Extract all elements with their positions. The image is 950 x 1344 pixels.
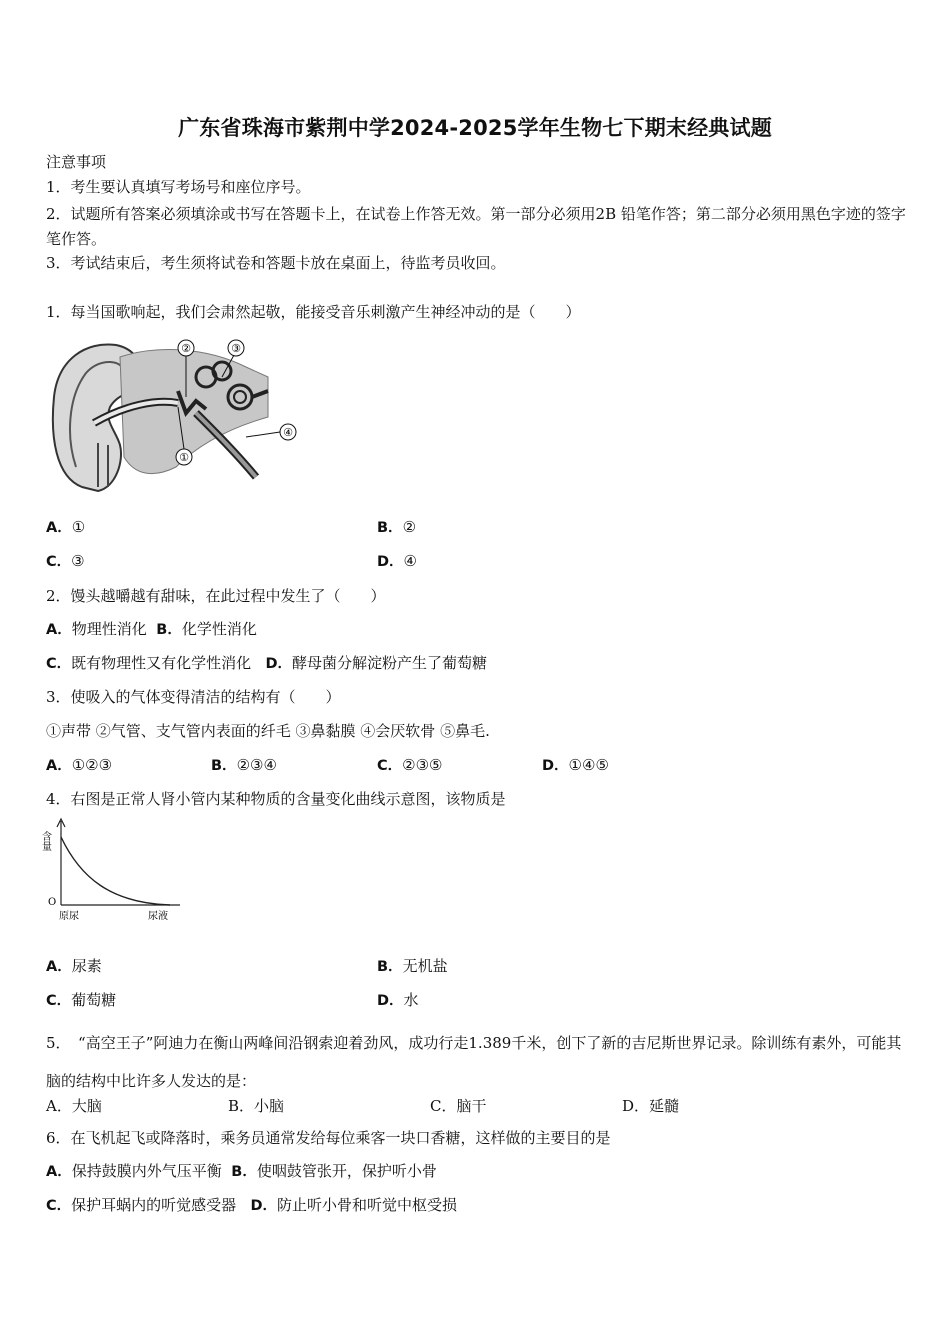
graph-origin: O — [48, 897, 57, 908]
notice-item-1: 1．考生要认真填写考场号和座位序号。 — [46, 178, 311, 196]
notice-item-3: 3．考试结束后，考生须将试卷和答题卡放在桌面上，待监考员收回。 — [46, 254, 506, 272]
q4-option-b: B．无机盐 — [377, 957, 448, 975]
q3-option-b: B．②③④ — [211, 756, 277, 774]
page-title: 广东省珠海市紫荆中学2024-2025学年生物七下期末经典试题 — [178, 116, 772, 140]
ear-diagram — [46, 337, 306, 497]
question-2-stem: 2．馒头越嚼越有甜味，在此过程中发生了（ ） — [46, 587, 386, 605]
q6-options-row-2: C．保护耳蜗内的听觉感受器 D．防止听小骨和听觉中枢受损 — [46, 1196, 458, 1214]
ear-label-4: ④ — [283, 426, 293, 439]
q5-option-b: B．小脑 — [228, 1097, 285, 1115]
question-1-stem: 1．每当国歌响起，我们会肃然起敬，能接受音乐刺激产生神经冲动的是（ ） — [46, 303, 581, 321]
graph-x-end: 尿液 — [148, 911, 168, 922]
q1-option-d: D．④ — [377, 552, 417, 570]
q1-option-b: B．② — [377, 518, 417, 536]
graph-x-start: 原尿 — [59, 911, 79, 922]
q1-option-c: C．③ — [46, 552, 85, 570]
q3-option-d: D．①④⑤ — [542, 756, 609, 774]
q3-option-a: A．①②③ — [46, 756, 113, 774]
ear-label-1: ① — [179, 451, 189, 464]
ear-label-2: ② — [181, 342, 191, 355]
q3-option-c: C．②③⑤ — [377, 756, 443, 774]
notice-heading: 注意事项 — [46, 153, 107, 171]
ear-label-3: ③ — [231, 342, 241, 355]
question-3-items: ①声带 ②气管、支气管内表面的纤毛 ③鼻黏膜 ④会厌软骨 ⑤鼻毛. — [46, 722, 490, 740]
question-3-stem: 3．使吸入的气体变得清洁的结构有（ ） — [46, 688, 341, 706]
q1-option-a: A．① — [46, 518, 86, 536]
q2-options-row-2: C．既有物理性又有化学性消化 D．酵母菌分解淀粉产生了葡萄糖 — [46, 654, 488, 672]
question-6-stem: 6．在飞机起飞或降落时，乘务员通常发给每位乘客一块口香糖，这样做的主要目的是 — [46, 1129, 611, 1147]
q6-options-row-1: A．保持鼓膜内外气压平衡 B．使咽鼓管张开，保护听小骨 — [46, 1162, 437, 1180]
q4-option-d: D．水 — [377, 991, 419, 1009]
q2-options-row-1: A．物理性消化 B．化学性消化 — [46, 620, 257, 638]
graph-ylabel: 含量 — [39, 831, 51, 851]
kidney-curve-graph — [40, 817, 190, 927]
q4-option-c: C．葡萄糖 — [46, 991, 117, 1009]
notice-item-2: 2．试题所有答案必须填涂或书写在答题卡上，在试卷上作答无效。第一部分必须用2B 铅笔作答；第二部分必须用黑色字迹的签字笔作答。 — [46, 205, 906, 248]
q4-option-a: A．尿素 — [46, 957, 102, 975]
q5-option-a: A．大脑 — [46, 1097, 102, 1115]
q5-option-d: D．延髓 — [622, 1097, 680, 1115]
q5-option-c: C．脑干 — [430, 1097, 487, 1115]
question-5-stem: 5． “高空王子”阿迪力在衡山两峰间沿钢索迎着劲风，成功行走1.389千米，创下了新的吉尼斯世界记录。除训练有素外，可能其脑的结构中比许多人发达的是： — [46, 1034, 902, 1090]
question-4-stem: 4．右图是正常人肾小管内某种物质的含量变化曲线示意图，该物质是 — [46, 790, 506, 808]
